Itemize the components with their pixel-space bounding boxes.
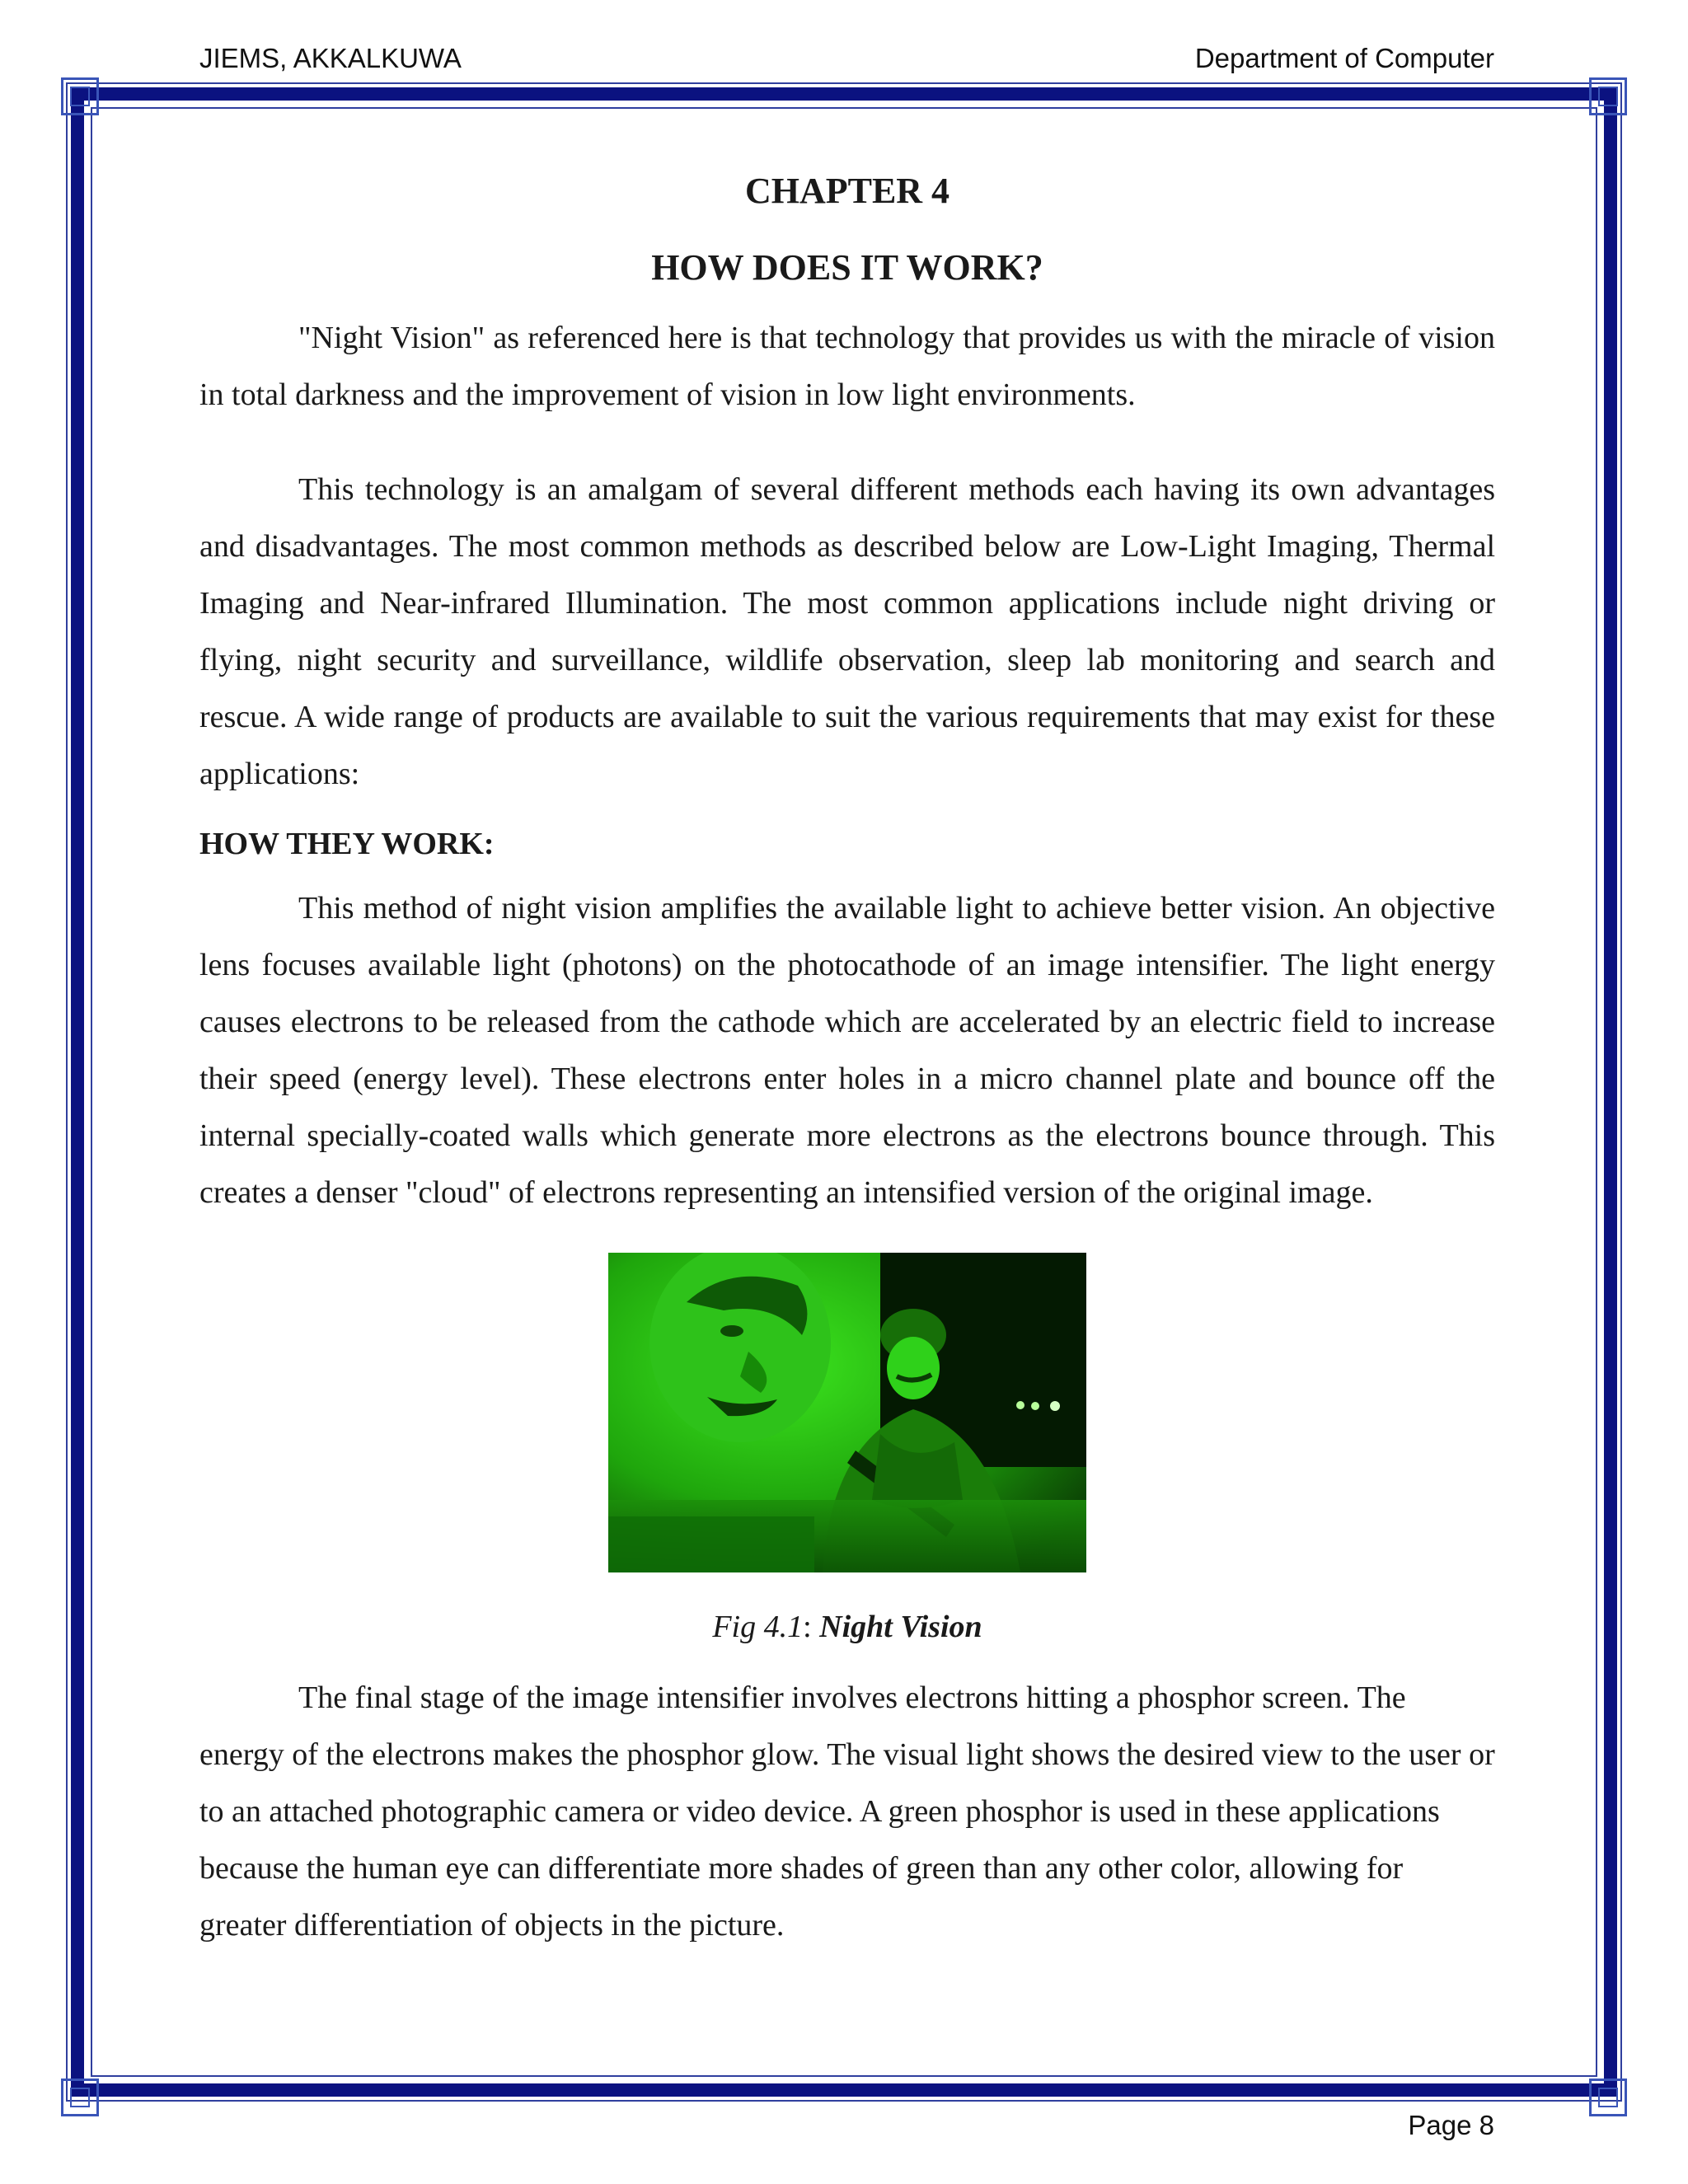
header-institution: JIEMS, AKKALKUWA (199, 43, 462, 73)
figure-caption-separator: : (803, 1610, 820, 1644)
paragraph-how-it-works: This method of night vision amplifies the available light to achieve better vision. An objective lens focuses available light (photons) on the photocathode of an image intensifier. The light energy causes electrons to be released from the cathode which are accelerated by an electric field to increase their speed (energy level). These electrons enter holes in a micro channel plate and bounce off the internal specially-coated walls which generate more electrons as the electrons bounce through. This creates a denser "cloud" of electrons representing an intensified version of the original image. (199, 891, 1495, 1210)
corner-ornament-top-right (1589, 77, 1627, 115)
paragraph-intro: "Night Vision" as referenced here is that technology that provides us with the miracle of vision in total darkness and the improvement of vision in low light environments. (199, 321, 1495, 412)
figure-title: Night Vision (819, 1610, 982, 1644)
chapter-title: HOW DOES IT WORK? (651, 247, 1043, 288)
corner-ornament-bottom-left (61, 2079, 99, 2116)
figure-number: Fig 4.1 (712, 1610, 804, 1644)
corner-ornament-top-left (61, 77, 99, 115)
paragraph-methods: This technology is an amalgam of several different methods each having its own advantages and disadvantages. The most common methods as described below are Low-Light Imaging, Thermal Imaging and Near-infrared Illumination. The most common applications include night driving or flying, night security and surveillance, wildlife observation, sleep lab monitoring and search and rescue. A wide range of products are available to suit the various requirements that may exist for these applications: (199, 472, 1495, 791)
page-content (199, 165, 1495, 1954)
section-subheading: HOW THEY WORK: (199, 827, 495, 861)
paragraph-phosphor: The final stage of the image intensifier involves electrons hitting a phosphor screen. The energy of the electrons makes the phosphor glow. The visual light shows the desired view to the user or to an attached photographic camera or video device. A green phosphor is used in these applications because the human eye can differentiate more shades of green than any other color, allowing for greater differentiation of objects in the picture. (199, 1680, 1495, 1943)
corner-ornament-bottom-right (1589, 2079, 1627, 2116)
night-vision-photo (608, 1253, 1086, 1572)
header-department: Department of Computer (1194, 43, 1494, 73)
figure-caption (199, 1609, 1495, 1645)
chapter-heading: CHAPTER 4 (744, 171, 950, 211)
page-number: Page 8 (1408, 2110, 1494, 2140)
night-vision-image (608, 1253, 1086, 1572)
